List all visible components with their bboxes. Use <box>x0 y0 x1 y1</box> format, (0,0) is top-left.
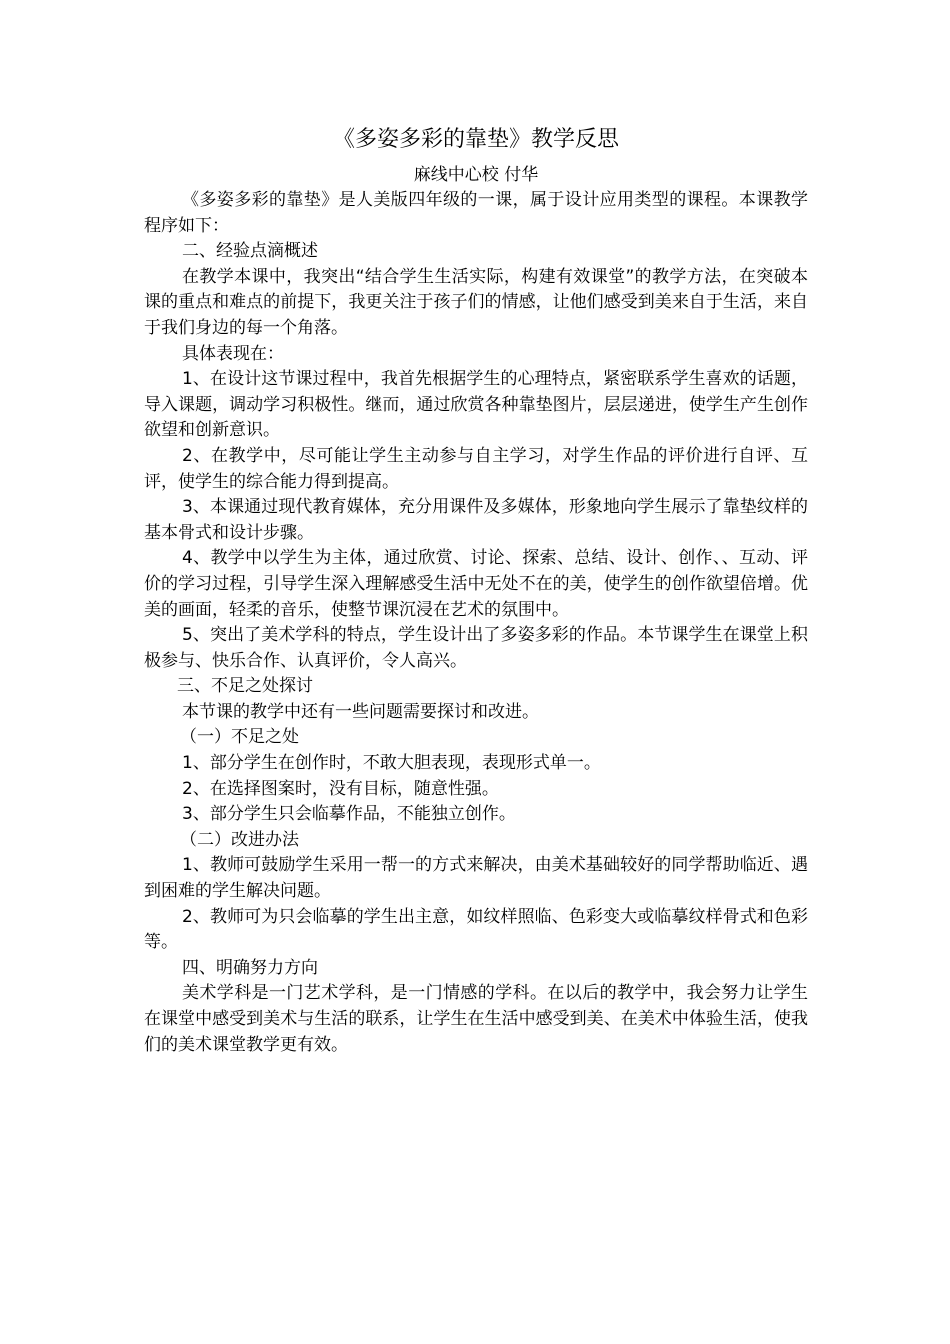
list-item-point-3: 3、本课通过现代教育媒体，充分用课件及多媒体，形象地向学生展示了靠垫纹样的基本骨式和设计步骤。 <box>144 497 808 543</box>
list-item-shortcoming-1: 1、部分学生在创作时，不敢大胆表现，表现形式单一。 <box>182 753 601 774</box>
list-item-shortcoming-3: 3、部分学生只会临摹作品，不能独立创作。 <box>182 804 516 825</box>
document-page <box>144 118 808 1058</box>
list-item-point-4: 4、教学中以学生为主体，通过欣赏、讨论、探索、总结、设计、创作、、互动、评价的学习过程，引导学生深入理解感受生活中无处不在的美，使学生的创作欲望倍增。优美的画面，轻柔的音乐，使整节课沉浸在艺术的氛围中。 <box>144 548 808 620</box>
subheading-improvements: （二）改进办法 <box>180 829 299 850</box>
author-byline: 麻线中心校 付华 <box>413 165 539 185</box>
list-item-improvement-1: 1、教师可鼓励学生采用一帮一的方式来解决，由美术基础较好的同学帮助临近、遇到困难的学生解决问题。 <box>144 855 808 902</box>
document-title: 《多姿多彩的靠垫》教学反思 <box>332 127 619 152</box>
list-item-point-1: 1、在设计这节课过程中，我首先根据学生的心理特点，紧密联系学生喜欢的话题，导入课题，调动学习积极性。继而，通过欣赏各种靠垫图片，层层递进，使学生产生创作欲望和创新意识。 <box>144 369 808 441</box>
section-heading-shortcomings: 三、不足之处探讨 <box>177 676 313 697</box>
paragraph-details-lead: 具体表现在： <box>182 343 284 364</box>
list-item-improvement-2: 2、教师可为只会临摹的学生出主意，如纹样照临、色彩变大或临摹纹样骨式和色彩等。 <box>144 906 808 953</box>
list-item-point-2: 2、在教学中，尽可能让学生主动参与自主学习，对学生作品的评价进行自评、互评，使学生的综合能力得到提高。 <box>144 445 808 492</box>
paragraph-direction-body: 美术学科是一门艺术学科，是一门情感的学科。在以后的教学中，我会努力让学生在课堂中感受到美术与生活的联系，让学生在生活中感受到美、在美术中体验生活，使我们的美术课堂教学更有效。 <box>144 983 808 1055</box>
section-heading-direction: 四、明确努力方向 <box>182 957 318 978</box>
intro-paragraph: 《多姿多彩的靠垫》是人美版四年级的一课，属于设计应用类型的课程。本课教学程序如下： <box>144 190 808 236</box>
list-item-shortcoming-2: 2、在选择图案时，没有目标，随意性强。 <box>182 778 499 799</box>
section-heading-experience: 二、经验点滴概述 <box>182 241 318 262</box>
paragraph-shortcomings-lead: 本节课的教学中还有一些问题需要探讨和改进。 <box>182 701 539 722</box>
subheading-shortcomings: （一）不足之处 <box>180 727 299 748</box>
list-item-point-5: 5、突出了美术学科的特点，学生设计出了多姿多彩的作品。本节课学生在课堂上积极参与、快乐合作、认真评价，令人高兴。 <box>144 625 808 671</box>
paragraph-experience-body: 在教学本课中，我突出“结合学生生活实际，构建有效课堂”的教学方法，在突破本课的重点和难点的前提下，我更关注于孩子们的情感，让他们感受到美来自于生活，来自于我们身边的每一个角落。 <box>144 266 808 338</box>
